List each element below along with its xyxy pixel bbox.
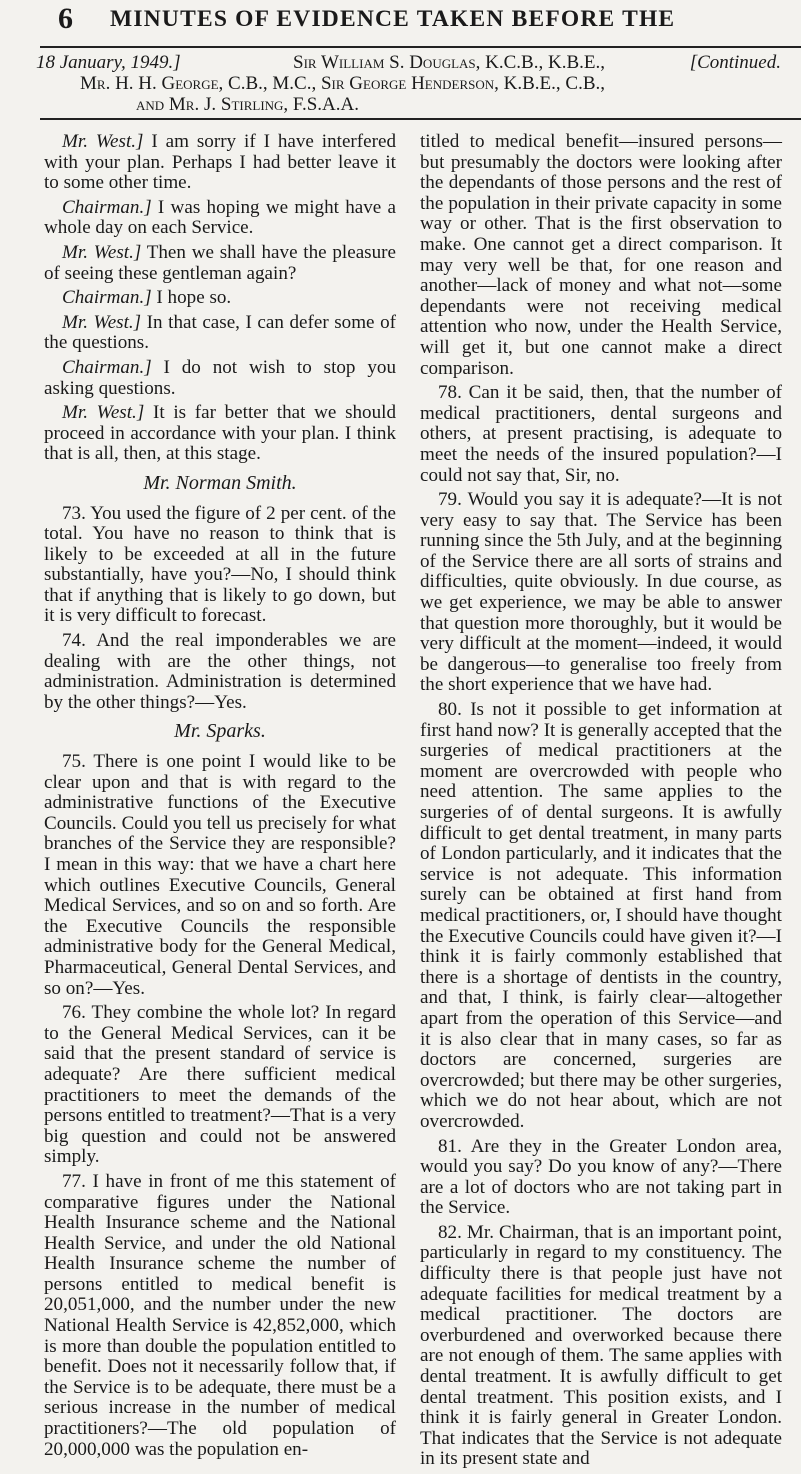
question-79: 79. Would you say it is adequate?—It is not very easy to say that. The Service has been running since the 5th July, and at the beginning of the Service there are all sorts of strains and difficulties, quite obviously. In due course, as we get experience, we may be able to answer that question more thoroughly, but it would be very difficult at the moment—indeed, it would be dangerous—to generalise too freely from the short experience that we have had.: [420, 489, 782, 696]
speaker-label: Chairman.]: [62, 287, 152, 309]
speaker-label: Mr. West.]: [62, 131, 144, 152]
speaker-heading-sparks: Mr. Sparks.: [174, 720, 266, 743]
speaker-label: Mr. West.]: [62, 402, 145, 424]
continued-marker: [Continued.: [689, 52, 781, 73]
speaker-heading-smith: Mr. Norman Smith.: [143, 471, 297, 494]
exchange-text: It is far better that we should proceed in accordance with your plan. I think that is all, then, at this stage.: [44, 402, 396, 465]
page-number: 6: [58, 2, 73, 35]
question-75: 75. There is one point I would like to be clear upon and that is with regard to the administrative functions of the Executive Councils. Could you tell us precisely for what branches of the Service they are responsible? I mean in this way: that we have a chart here which outlines Executive Councils, General Medical Services, and so on and so forth. Are the Executive Councils the responsible administrative body for the General Medical, Pharmaceutical, General Dental Services, and so on?—Yes.: [44, 751, 396, 999]
exchange-chairman-1: [44, 198, 396, 239]
exchange-text: I was hoping we might have a whole day on each Service.: [44, 196, 396, 239]
question-74: 74. And the real imponderables we are dealing with are the other things, not administration. Administration is determined by the other things?—Yes.: [44, 630, 396, 713]
exchange-text: I hope so.: [151, 287, 232, 309]
page-header: [0, 0, 801, 40]
speaker-label: Mr. West.]: [62, 241, 142, 263]
exchange-west-4: [44, 403, 396, 465]
running-title: MINUTES OF EVIDENCE TAKEN BEFORE THE: [110, 6, 676, 32]
exchange-chairman-3: [44, 358, 396, 399]
header-rule: [40, 46, 801, 48]
question-82: 82. Mr. Chairman, that is an important point, particularly in regard to my constituency. The difficulty there is that people just have not adequate facilities for medical treatment by a medical practitioner. The doctors are overburdened and overworked because there are not enough of them. The same applies with dental treatment. It is awfully difficult to get dental treatment. This position exists, and I think it is fairly general in Greater London. That indicates that the Service is not adequate in its present state and: [420, 1221, 782, 1470]
witness-rule: [40, 118, 801, 120]
continued-answer: titled to medical benefit—insured persons—but presumably the doctors were looking after the dependants of those persons and the rest of the population in their private capacity in some way or other. That is the first observation to make. One cannot get a direct comparison. It may very well be that, for one reason and another—lack of money and what not—some dependants were not receiving medical attention who now, under the Health Service, will get it, but one cannot make a direct comparison.: [420, 131, 782, 379]
speaker-label: Mr. West.]: [62, 311, 142, 333]
witness-line-1: Sir William S. Douglas, K.C.B., K.B.E.,: [293, 52, 605, 73]
exchange-text: In that case, I can defer some of the questions.: [44, 311, 396, 354]
question-78: 78. Can it be said, then, that the number of medical practitioners, dental surgeons and others, at present practising, is adequate to meet the needs of the insured population?—I could not say that, Sir, no.: [420, 382, 782, 486]
exchange-chairman-2: [44, 288, 396, 309]
speaker-label: Chairman.]: [62, 356, 152, 378]
question-77: 77. I have in front of me this statement of comparative figures under the National Health Insurance scheme and the National Health Service, and under the old National Health Insurance scheme the number of persons entitled to medical benefit is 20,051,000, and the number under the new National Health Service is 42,852,000, which is more than double the population entitled to benefit. Does not it necessarily follow that, if the Service is to be adequate, there must be a serious increase in the number of medical practitioners?—The old population of 20,000,000 was the population en-: [44, 1170, 396, 1460]
exchange-text: I do not wish to stop you asking questions.: [44, 356, 396, 399]
session-date: 18 January, 1949.]: [36, 52, 181, 73]
right-column: [420, 132, 782, 1474]
witness-line-3: and Mr. J. Stirling, F.S.A.A.: [136, 94, 359, 115]
exchange-west-3: [44, 313, 396, 354]
left-column: [44, 132, 396, 1464]
exchange-west-1: [44, 132, 396, 194]
witness-line-2: Mr. H. H. George, C.B., M.C., Sir George Henderson, K.B.E., C.B.,: [80, 73, 605, 94]
question-73: 73. You used the figure of 2 per cent. of the total. You have no reason to think that is likely to be exceeded at all in the future substantially, have you?—No, I should think that if anything that is likely to go down, but it is very difficult to forecast.: [44, 502, 396, 627]
question-80: 80. Is not it possible to get information at first hand now? It is generally accepted that the surgeries of medical practitioners at the moment are overcrowded with people who need attention. The same applies to the surgeries of of dental surgeons. It is awfully difficult to get dental treatment, in many parts of London particularly, and it indicates that the service is not adequate. This information surely can be obtained at first hand from medical practitioners, or, I should have thought the Executive Councils could have given it?—I think it is fairly commonly established that there is a shortage of dentists in the country, and that, I think, is fairly clear—altogether apart from the operation of this Service—and it is also clear that in many cases, so far as doctors are concerned, surgeries are overcrowded; but there may be other surgeries, which we do not hear about, which are not overcrowded.: [420, 699, 782, 1132]
speaker-label: Chairman.]: [62, 196, 152, 218]
exchange-text: Then we shall have the pleasure of seeing these gentleman again?: [44, 241, 396, 284]
question-81: 81. Are they in the Greater London area, would you say? Do you know of any?—There are a lot of doctors who are not taking part in the Service.: [420, 1135, 782, 1219]
question-76: 76. They combine the whole lot? In regard to the General Medical Services, can it be said that the present standard of service is adequate? Are there sufficient medical practitioners to meet the demands of the persons entitled to treatment?—That is a very big question and could not be answered simply.: [44, 1002, 396, 1168]
exchange-west-2: [44, 243, 396, 284]
exchange-text: I am sorry if I have interfered with your plan. Perhaps I had better leave it to some other time.: [44, 131, 396, 194]
